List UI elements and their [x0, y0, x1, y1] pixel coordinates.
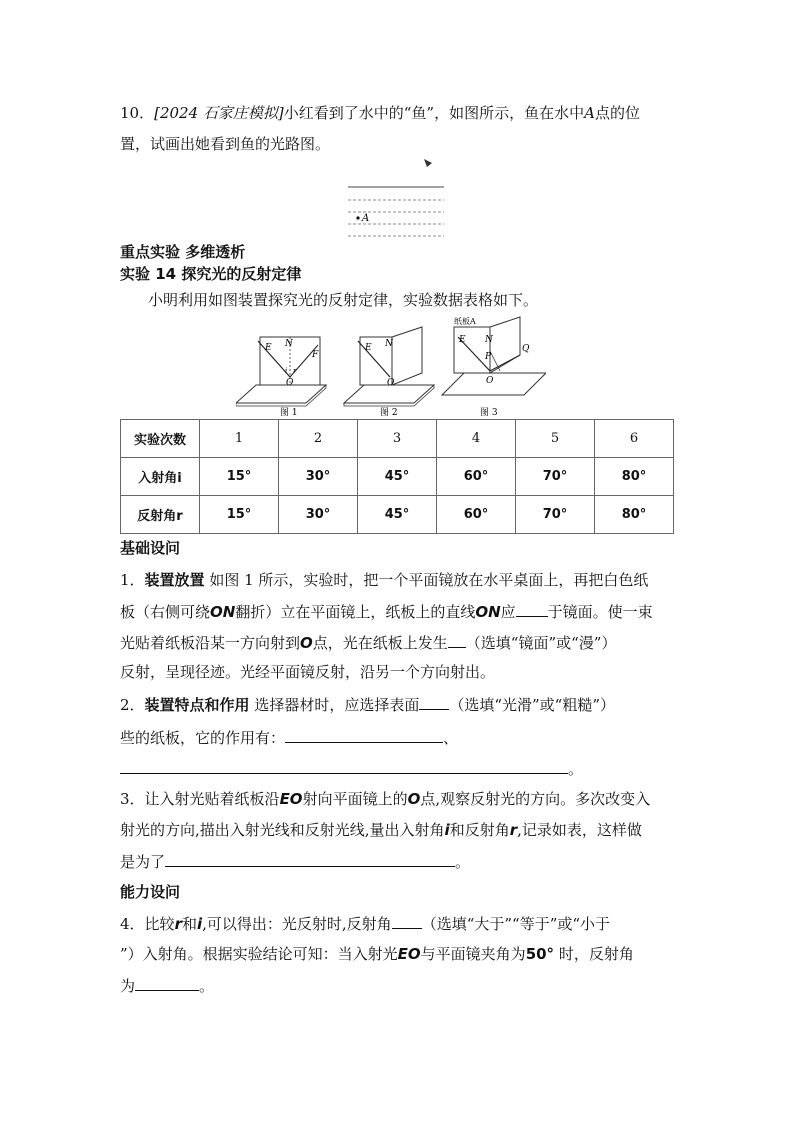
eye-icon	[424, 159, 432, 167]
q1-keyword: 装置放置	[144, 571, 205, 589]
reflection-cell: 45°	[358, 496, 437, 534]
fig1-label-r: r	[293, 367, 297, 375]
q3-text-b2: 和反射角	[449, 821, 510, 839]
q3-number: 3．	[120, 790, 145, 808]
q3-text-a2: 射向平面镜上的	[302, 790, 408, 808]
q4-r: r	[174, 915, 182, 933]
table-header-reflection: 反射角r	[121, 496, 200, 534]
fig2-board-right	[392, 327, 422, 385]
fig3-label-o: O	[486, 376, 494, 386]
fig1-label-f: F	[312, 350, 319, 360]
q1-text-a: 如图 1 所示，实验时，把一个平面镜放在水平桌面上，再把白色纸	[204, 571, 649, 589]
fig2-label-e: E	[365, 343, 372, 353]
table-row-trials	[121, 420, 674, 458]
q1-line-2	[120, 601, 653, 622]
basic-title: 基础设问	[120, 539, 181, 557]
experiment-figures	[236, 315, 546, 417]
q4-text-b2: 与平面镜夹角为	[420, 945, 526, 963]
reflection-cell: 30°	[279, 496, 358, 534]
experiment-title: 实验 14 探究光的反射定律	[120, 265, 302, 283]
fig3-label-e: E	[459, 335, 466, 345]
q2-blank-1[interactable]	[419, 694, 449, 710]
fish-label: A	[362, 213, 370, 224]
fig3-label-p: P	[485, 352, 492, 362]
q4-number: 4．	[120, 915, 145, 933]
q10-line-2	[120, 134, 330, 154]
q4-angle: 50°	[525, 945, 555, 963]
figure-3	[442, 316, 546, 395]
q4-eo: EO	[397, 945, 421, 963]
q3-text-a1: 让入射光贴着纸板沿	[144, 790, 280, 808]
trial-cell: 6	[595, 420, 674, 458]
q4-text-b3: 时，反射角	[554, 945, 634, 963]
q4-blank-2[interactable]	[135, 975, 199, 991]
figure-1	[236, 337, 326, 406]
q1-on: ON	[210, 603, 236, 621]
q3-text-b3: ,记录如表，这样做	[517, 821, 642, 839]
q1-text-c2: 点，光在纸板上发生	[312, 634, 448, 652]
water-figure	[340, 155, 455, 240]
q1-text-b1: 板（右侧可绕	[120, 603, 211, 621]
q1-blank-1[interactable]	[516, 601, 548, 617]
incidence-cell: 70°	[516, 458, 595, 496]
q3-r: r	[509, 821, 518, 839]
fig3-caption: 图 3	[480, 408, 498, 417]
trial-cell: 3	[358, 420, 437, 458]
q4-text-b1: ”）入射角。根据实验结论可知：当入射光	[120, 945, 398, 963]
table-header-incidence: 入射角i	[121, 458, 200, 496]
q2-number: 2．	[120, 696, 145, 714]
q1-text-c3: （选填“镜面”或“漫”）	[465, 634, 617, 652]
q2-end: 。	[568, 760, 584, 778]
figure-2	[344, 327, 434, 406]
section-intro: 小明利用如图装置探究光的反射定律，实验数据表格如下。	[148, 291, 539, 309]
q4-text-a3: ,可以得出：光反射时,反射角	[202, 915, 392, 933]
q4-line-2	[120, 944, 634, 964]
q4-end: 。	[199, 977, 215, 995]
q2-line-2	[120, 727, 458, 748]
q1-on-2: ON	[475, 603, 501, 621]
fish-point	[356, 216, 359, 219]
reflection-cell: 15°	[200, 496, 279, 534]
incidence-cell: 60°	[437, 458, 516, 496]
q2-blank-2[interactable]	[285, 727, 443, 743]
q1-text-b4: 于镜面。使一束	[547, 603, 653, 621]
fig2-label-o: O	[387, 378, 395, 388]
q3-line-2	[120, 820, 642, 840]
q4-blank-1[interactable]	[392, 913, 422, 929]
reflection-cell: 80°	[595, 496, 674, 534]
section-title: 重点实验 多维透析	[120, 243, 246, 261]
q4-line-1	[120, 913, 610, 934]
q10-text-2: 点的位	[594, 104, 640, 122]
q4-line-3	[120, 975, 214, 996]
data-table	[120, 419, 674, 534]
q10-text-1: 小红看到了水中的“鱼”，如图所示，鱼在水中	[283, 104, 585, 122]
incidence-cell: 30°	[279, 458, 358, 496]
q3-line-3	[120, 851, 470, 872]
fig3-board-b	[490, 317, 520, 373]
q3-blank[interactable]	[165, 851, 455, 867]
q2-line-3	[120, 758, 583, 779]
incidence-cell: 15°	[200, 458, 279, 496]
q3-o: O	[407, 790, 421, 808]
q10-point-a: A	[584, 104, 595, 122]
q2-text-a2: （选填“光滑”或“粗糙”）	[449, 696, 616, 714]
q3-text-c: 是为了	[120, 853, 166, 871]
q4-text-a2: 和	[181, 915, 197, 933]
incidence-cell: 80°	[595, 458, 674, 496]
fig3-label-q: Q	[522, 344, 530, 354]
fig3-mirror	[442, 373, 546, 395]
fig1-label-o: O	[286, 378, 294, 388]
incidence-cell: 45°	[358, 458, 437, 496]
fig1-caption: 图 1	[280, 408, 298, 417]
fig3-board-label: 纸板A	[454, 317, 476, 326]
q1-text-c1: 光贴着纸板沿某一方向射到	[120, 634, 301, 652]
fig1-label-n: N	[285, 339, 293, 349]
q2-text-a: 选择器材时，应选择表面	[249, 696, 420, 714]
q1-text-d: 反射，呈现径迹。光经平面镜反射，沿另一个方向射出。	[120, 663, 496, 681]
q1-text-b3: 应	[500, 603, 516, 621]
q1-o: O	[300, 634, 313, 652]
trial-cell: 4	[437, 420, 516, 458]
ability-title: 能力设问	[120, 883, 181, 901]
table-header-trials: 实验次数	[121, 420, 200, 458]
q4-text-c: 为	[120, 977, 136, 995]
q2-keyword: 装置特点和作用	[144, 696, 250, 714]
q4-text-a1: 比较	[144, 915, 175, 933]
fig1-label-i: i	[285, 367, 288, 375]
q1-number: 1．	[120, 571, 145, 589]
q2-separator: 、	[443, 729, 459, 747]
trial-cell: 1	[200, 420, 279, 458]
q3-line-1	[120, 789, 650, 809]
fig2-label-n: N	[385, 339, 393, 349]
fig2-caption: 图 2	[380, 408, 398, 417]
table-row-reflection	[121, 496, 674, 534]
q3-eo: EO	[279, 790, 303, 808]
q3-end: 。	[455, 853, 471, 871]
q10-source: [2024 石家庄模拟]	[154, 104, 284, 122]
q3-text-b1: 射光的方向,描出入射光线和反射光线,量出入射角	[120, 821, 445, 839]
fig1-label-e: E	[265, 343, 272, 353]
q1-line-4	[120, 662, 495, 682]
trial-cell: 5	[516, 420, 595, 458]
reflection-cell: 70°	[516, 496, 595, 534]
q10-line-1	[120, 103, 640, 123]
reflection-cell: 60°	[437, 496, 516, 534]
q10-number: 10．	[120, 104, 155, 122]
q1-line-3	[120, 632, 616, 653]
q3-i: i	[444, 821, 450, 839]
trial-cell: 2	[279, 420, 358, 458]
q1-line-1	[120, 570, 648, 590]
q3-text-a3: 点,观察反射光的方向。多次改变入	[420, 790, 651, 808]
table-row-incidence	[121, 458, 674, 496]
fig3-label-n: N	[485, 335, 493, 345]
q10-text-3: 置，试画出她看到鱼的光路图。	[120, 135, 331, 153]
q1-text-b2: 翻折）立在平面镜上，纸板上的直线	[235, 603, 476, 621]
q2-blank-3[interactable]	[120, 758, 568, 774]
q2-text-b: 些的纸板，它的作用有：	[120, 729, 286, 747]
q4-i: i	[196, 915, 203, 933]
q1-blank-2[interactable]	[448, 632, 466, 648]
q4-text-a4: （选填“大于”“等于”或“小于	[421, 915, 611, 933]
q2-line-1	[120, 694, 615, 715]
